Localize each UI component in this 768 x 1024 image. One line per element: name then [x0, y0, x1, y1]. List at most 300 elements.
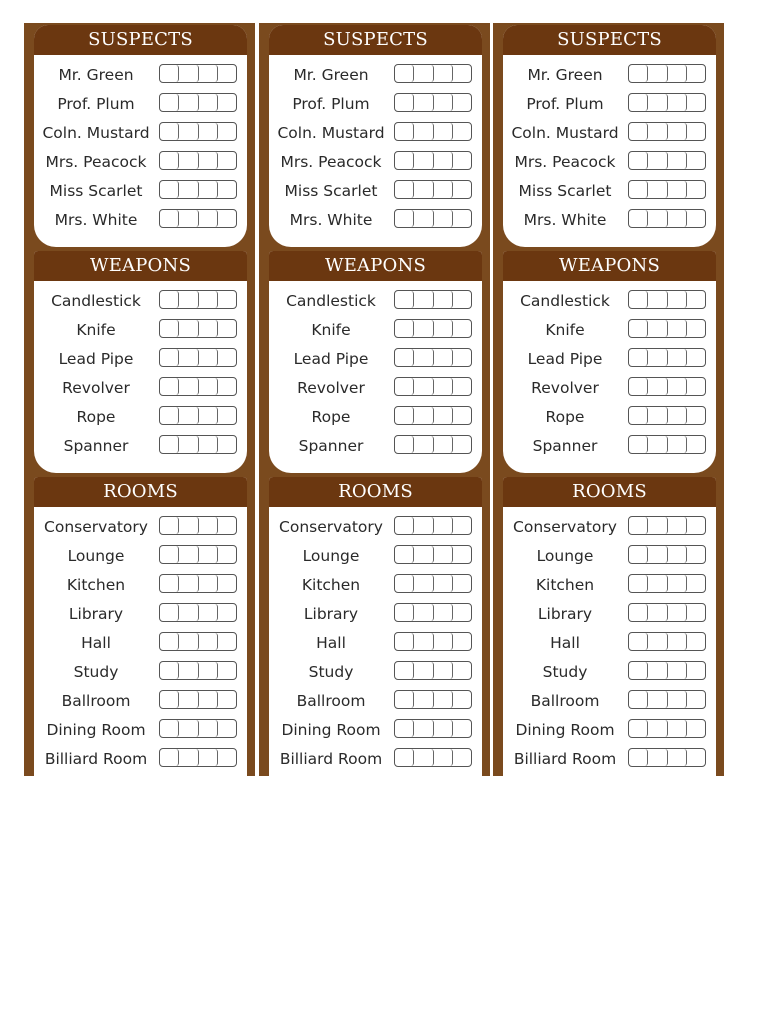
mark-box[interactable] — [160, 436, 179, 453]
mark-box[interactable] — [629, 152, 648, 169]
rooms-item-label: Conservatory — [513, 518, 617, 536]
mark-box[interactable] — [199, 691, 218, 708]
mark-box[interactable] — [199, 65, 218, 82]
mark-box[interactable] — [629, 436, 648, 453]
rooms-row — [34, 660, 247, 684]
mark-box[interactable] — [453, 378, 471, 395]
mark-box[interactable] — [218, 94, 236, 111]
detective-card — [259, 23, 490, 776]
mark-box[interactable] — [668, 210, 687, 227]
mark-box[interactable] — [218, 123, 236, 140]
mark-box[interactable] — [687, 517, 705, 534]
rooms-row — [34, 515, 247, 539]
mark-box[interactable] — [199, 94, 218, 111]
mark-box[interactable] — [395, 575, 414, 592]
mark-box[interactable] — [179, 749, 198, 766]
weapons-item-label: Rope — [311, 408, 351, 426]
mark-box[interactable] — [687, 378, 705, 395]
mark-box[interactable] — [687, 546, 705, 563]
mark-box[interactable] — [648, 436, 667, 453]
mark-box[interactable] — [434, 749, 453, 766]
mark-box[interactable] — [179, 720, 198, 737]
mark-box[interactable] — [648, 291, 667, 308]
mark-box[interactable] — [160, 349, 179, 366]
mark-box[interactable] — [648, 320, 667, 337]
mark-box[interactable] — [668, 633, 687, 650]
mark-box[interactable] — [453, 291, 471, 308]
mark-box[interactable] — [160, 123, 179, 140]
mark-box[interactable] — [218, 633, 236, 650]
mark-box[interactable] — [414, 320, 433, 337]
checkbox-group — [628, 748, 706, 767]
rooms-row — [503, 631, 716, 655]
mark-box[interactable] — [687, 604, 705, 621]
mark-box[interactable] — [629, 604, 648, 621]
mark-box[interactable] — [160, 378, 179, 395]
mark-box[interactable] — [160, 720, 179, 737]
mark-box[interactable] — [668, 320, 687, 337]
rooms-row — [269, 631, 482, 655]
mark-box[interactable] — [395, 378, 414, 395]
mark-box[interactable] — [199, 210, 218, 227]
weapons-row — [269, 434, 482, 458]
mark-box[interactable] — [687, 349, 705, 366]
mark-box[interactable] — [414, 436, 433, 453]
mark-box[interactable] — [160, 633, 179, 650]
mark-box[interactable] — [434, 575, 453, 592]
mark-box[interactable] — [687, 691, 705, 708]
mark-box[interactable] — [414, 749, 433, 766]
mark-box[interactable] — [453, 123, 471, 140]
mark-box[interactable] — [179, 575, 198, 592]
mark-box[interactable] — [199, 291, 218, 308]
mark-box[interactable] — [629, 546, 648, 563]
suspects-row — [503, 92, 716, 116]
mark-box[interactable] — [179, 123, 198, 140]
mark-box[interactable] — [629, 378, 648, 395]
mark-box[interactable] — [179, 65, 198, 82]
mark-box[interactable] — [687, 633, 705, 650]
mark-box[interactable] — [199, 378, 218, 395]
mark-box[interactable] — [395, 517, 414, 534]
mark-box[interactable] — [179, 407, 198, 424]
mark-box[interactable] — [160, 546, 179, 563]
rooms-item-label: Lounge — [67, 547, 125, 565]
mark-box[interactable] — [160, 749, 179, 766]
mark-box[interactable] — [218, 436, 236, 453]
mark-box[interactable] — [668, 604, 687, 621]
mark-box[interactable] — [395, 749, 414, 766]
mark-box[interactable] — [414, 181, 433, 198]
mark-box[interactable] — [668, 517, 687, 534]
mark-box[interactable] — [199, 152, 218, 169]
mark-box[interactable] — [179, 291, 198, 308]
mark-box[interactable] — [160, 604, 179, 621]
mark-box[interactable] — [453, 633, 471, 650]
mark-box[interactable] — [160, 575, 179, 592]
mark-box[interactable] — [434, 123, 453, 140]
mark-box[interactable] — [395, 123, 414, 140]
mark-box[interactable] — [414, 720, 433, 737]
mark-box[interactable] — [453, 407, 471, 424]
mark-box[interactable] — [629, 291, 648, 308]
mark-box[interactable] — [629, 662, 648, 679]
mark-box[interactable] — [668, 546, 687, 563]
mark-box[interactable] — [687, 575, 705, 592]
mark-box[interactable] — [668, 65, 687, 82]
mark-box[interactable] — [434, 210, 453, 227]
mark-box[interactable] — [218, 349, 236, 366]
mark-box[interactable] — [648, 181, 667, 198]
mark-box[interactable] — [648, 378, 667, 395]
mark-box[interactable] — [160, 152, 179, 169]
mark-box[interactable] — [160, 662, 179, 679]
mark-box[interactable] — [687, 181, 705, 198]
mark-box[interactable] — [414, 633, 433, 650]
mark-box[interactable] — [453, 517, 471, 534]
mark-box[interactable] — [199, 181, 218, 198]
mark-box[interactable] — [179, 517, 198, 534]
mark-box[interactable] — [199, 546, 218, 563]
mark-box[interactable] — [218, 320, 236, 337]
checkbox-group — [394, 748, 472, 767]
mark-box[interactable] — [414, 291, 433, 308]
mark-box[interactable] — [629, 517, 648, 534]
mark-box[interactable] — [648, 662, 667, 679]
mark-box[interactable] — [395, 691, 414, 708]
mark-box[interactable] — [179, 152, 198, 169]
mark-box[interactable] — [179, 378, 198, 395]
mark-box[interactable] — [160, 65, 179, 82]
mark-box[interactable] — [434, 662, 453, 679]
mark-box[interactable] — [160, 210, 179, 227]
rooms-item-label: Ballroom — [530, 692, 600, 710]
mark-box[interactable] — [687, 407, 705, 424]
mark-box[interactable] — [434, 152, 453, 169]
mark-box[interactable] — [434, 517, 453, 534]
mark-box[interactable] — [414, 407, 433, 424]
mark-box[interactable] — [629, 691, 648, 708]
rooms-item-label: Conservatory — [44, 518, 148, 536]
mark-box[interactable] — [218, 407, 236, 424]
rooms-row — [34, 718, 247, 742]
mark-box[interactable] — [199, 749, 218, 766]
mark-box[interactable] — [687, 436, 705, 453]
mark-box[interactable] — [629, 65, 648, 82]
mark-box[interactable] — [668, 123, 687, 140]
mark-box[interactable] — [395, 407, 414, 424]
mark-box[interactable] — [434, 320, 453, 337]
mark-box[interactable] — [395, 320, 414, 337]
mark-box[interactable] — [629, 575, 648, 592]
mark-box[interactable] — [218, 378, 236, 395]
checkbox-group — [628, 435, 706, 454]
mark-box[interactable] — [414, 517, 433, 534]
mark-box[interactable] — [199, 720, 218, 737]
mark-box[interactable] — [414, 604, 433, 621]
mark-box[interactable] — [629, 123, 648, 140]
mark-box[interactable] — [453, 749, 471, 766]
mark-box[interactable] — [199, 123, 218, 140]
mark-box[interactable] — [687, 749, 705, 766]
mark-box[interactable] — [648, 94, 667, 111]
rooms-row — [503, 689, 716, 713]
mark-box[interactable] — [629, 94, 648, 111]
mark-box[interactable] — [668, 575, 687, 592]
mark-box[interactable] — [395, 152, 414, 169]
mark-box[interactable] — [179, 436, 198, 453]
mark-box[interactable] — [160, 291, 179, 308]
rooms-item-label: Hall — [550, 634, 580, 652]
suspects-item-label: Miss Scarlet — [49, 182, 143, 200]
suspects-header: SUSPECTS — [503, 25, 716, 55]
mark-box[interactable] — [648, 749, 667, 766]
checkbox-group — [394, 64, 472, 83]
mark-box[interactable] — [199, 436, 218, 453]
mark-box[interactable] — [395, 546, 414, 563]
weapons-item-label: Candlestick — [520, 292, 610, 310]
mark-box[interactable] — [414, 662, 433, 679]
mark-box[interactable] — [629, 320, 648, 337]
mark-box[interactable] — [648, 65, 667, 82]
mark-box[interactable] — [414, 210, 433, 227]
mark-box[interactable] — [434, 436, 453, 453]
mark-box[interactable] — [434, 378, 453, 395]
mark-box[interactable] — [687, 94, 705, 111]
suspects-section — [34, 25, 247, 247]
rooms-section — [503, 477, 716, 776]
mark-box[interactable] — [434, 546, 453, 563]
checkbox-group — [159, 748, 237, 767]
rooms-item-label: Library — [303, 605, 359, 623]
rooms-item-label: Kitchen — [301, 576, 361, 594]
mark-box[interactable] — [687, 720, 705, 737]
mark-box[interactable] — [179, 633, 198, 650]
mark-box[interactable] — [434, 633, 453, 650]
mark-box[interactable] — [453, 546, 471, 563]
mark-box[interactable] — [414, 123, 433, 140]
mark-box[interactable] — [395, 604, 414, 621]
mark-box[interactable] — [668, 436, 687, 453]
mark-box[interactable] — [434, 349, 453, 366]
mark-box[interactable] — [218, 604, 236, 621]
mark-box[interactable] — [179, 349, 198, 366]
mark-box[interactable] — [414, 349, 433, 366]
mark-box[interactable] — [629, 181, 648, 198]
mark-box[interactable] — [453, 720, 471, 737]
weapons-row — [34, 347, 247, 371]
mark-box[interactable] — [395, 436, 414, 453]
mark-box[interactable] — [179, 546, 198, 563]
rooms-item-label: Study — [308, 663, 354, 681]
mark-box[interactable] — [218, 65, 236, 82]
weapons-row — [269, 376, 482, 400]
mark-box[interactable] — [453, 575, 471, 592]
mark-box[interactable] — [453, 662, 471, 679]
mark-box[interactable] — [395, 633, 414, 650]
mark-box[interactable] — [648, 691, 667, 708]
mark-box[interactable] — [668, 720, 687, 737]
mark-box[interactable] — [395, 349, 414, 366]
mark-box[interactable] — [434, 94, 453, 111]
mark-box[interactable] — [395, 94, 414, 111]
mark-box[interactable] — [199, 604, 218, 621]
mark-box[interactable] — [629, 749, 648, 766]
mark-box[interactable] — [160, 691, 179, 708]
mark-box[interactable] — [179, 604, 198, 621]
checkbox-group — [159, 180, 237, 199]
checkbox-group — [628, 574, 706, 593]
mark-box[interactable] — [648, 407, 667, 424]
mark-box[interactable] — [668, 691, 687, 708]
mark-box[interactable] — [668, 378, 687, 395]
mark-box[interactable] — [395, 65, 414, 82]
mark-box[interactable] — [218, 546, 236, 563]
mark-box[interactable] — [434, 291, 453, 308]
weapons-item-label: Spanner — [298, 437, 364, 455]
mark-box[interactable] — [414, 65, 433, 82]
mark-box[interactable] — [668, 749, 687, 766]
mark-box[interactable] — [648, 517, 667, 534]
mark-box[interactable] — [395, 720, 414, 737]
suspects-item-label: Mrs. White — [523, 211, 607, 229]
checkbox-group — [394, 209, 472, 228]
suspects-header: SUSPECTS — [269, 25, 482, 55]
mark-box[interactable] — [199, 662, 218, 679]
mark-box[interactable] — [629, 720, 648, 737]
mark-box[interactable] — [687, 152, 705, 169]
mark-box[interactable] — [453, 152, 471, 169]
mark-box[interactable] — [414, 575, 433, 592]
mark-box[interactable] — [687, 123, 705, 140]
mark-box[interactable] — [218, 517, 236, 534]
mark-box[interactable] — [218, 662, 236, 679]
suspects-row — [269, 121, 482, 145]
mark-box[interactable] — [160, 517, 179, 534]
mark-box[interactable] — [218, 181, 236, 198]
weapons-row — [34, 318, 247, 342]
checkbox-group — [159, 151, 237, 170]
mark-box[interactable] — [395, 210, 414, 227]
mark-box[interactable] — [629, 210, 648, 227]
mark-box[interactable] — [218, 210, 236, 227]
mark-box[interactable] — [434, 604, 453, 621]
mark-box[interactable] — [160, 320, 179, 337]
mark-box[interactable] — [434, 691, 453, 708]
rooms-row — [34, 544, 247, 568]
mark-box[interactable] — [414, 94, 433, 111]
mark-box[interactable] — [434, 65, 453, 82]
mark-box[interactable] — [648, 152, 667, 169]
mark-box[interactable] — [395, 181, 414, 198]
mark-box[interactable] — [395, 662, 414, 679]
mark-box[interactable] — [648, 349, 667, 366]
mark-box[interactable] — [179, 181, 198, 198]
mark-box[interactable] — [453, 210, 471, 227]
mark-box[interactable] — [199, 407, 218, 424]
mark-box[interactable] — [687, 65, 705, 82]
mark-box[interactable] — [453, 349, 471, 366]
mark-box[interactable] — [453, 320, 471, 337]
mark-box[interactable] — [687, 210, 705, 227]
mark-box[interactable] — [414, 152, 433, 169]
mark-box[interactable] — [160, 94, 179, 111]
mark-box[interactable] — [648, 604, 667, 621]
mark-box[interactable] — [179, 662, 198, 679]
mark-box[interactable] — [179, 691, 198, 708]
mark-box[interactable] — [218, 691, 236, 708]
suspects-row — [269, 179, 482, 203]
mark-box[interactable] — [434, 720, 453, 737]
mark-box[interactable] — [453, 436, 471, 453]
mark-box[interactable] — [648, 546, 667, 563]
mark-box[interactable] — [668, 181, 687, 198]
mark-box[interactable] — [199, 320, 218, 337]
mark-box[interactable] — [434, 181, 453, 198]
suspects-row — [34, 179, 247, 203]
mark-box[interactable] — [668, 152, 687, 169]
mark-box[interactable] — [218, 291, 236, 308]
mark-box[interactable] — [453, 94, 471, 111]
mark-box[interactable] — [453, 604, 471, 621]
mark-box[interactable] — [648, 720, 667, 737]
mark-box[interactable] — [687, 662, 705, 679]
mark-box[interactable] — [668, 662, 687, 679]
mark-box[interactable] — [199, 349, 218, 366]
mark-box[interactable] — [160, 407, 179, 424]
clue-sheet-area — [24, 23, 723, 776]
suspects-item-label: Coln. Mustard — [42, 124, 150, 142]
mark-box[interactable] — [179, 320, 198, 337]
mark-box[interactable] — [648, 123, 667, 140]
checkbox-group — [394, 93, 472, 112]
mark-box[interactable] — [668, 349, 687, 366]
mark-box[interactable] — [414, 691, 433, 708]
mark-box[interactable] — [179, 210, 198, 227]
mark-box[interactable] — [668, 94, 687, 111]
mark-box[interactable] — [218, 720, 236, 737]
mark-box[interactable] — [218, 152, 236, 169]
mark-box[interactable] — [199, 633, 218, 650]
mark-box[interactable] — [668, 291, 687, 308]
mark-box[interactable] — [648, 210, 667, 227]
mark-box[interactable] — [218, 575, 236, 592]
mark-box[interactable] — [687, 291, 705, 308]
mark-box[interactable] — [414, 378, 433, 395]
mark-box[interactable] — [453, 691, 471, 708]
mark-box[interactable] — [395, 291, 414, 308]
mark-box[interactable] — [199, 575, 218, 592]
mark-box[interactable] — [629, 633, 648, 650]
mark-box[interactable] — [179, 94, 198, 111]
mark-box[interactable] — [218, 749, 236, 766]
checkbox-group — [628, 122, 706, 141]
suspects-row — [269, 208, 482, 232]
mark-box[interactable] — [414, 546, 433, 563]
rooms-row — [503, 544, 716, 568]
mark-box[interactable] — [629, 349, 648, 366]
mark-box[interactable] — [668, 407, 687, 424]
mark-box[interactable] — [160, 181, 179, 198]
mark-box[interactable] — [687, 320, 705, 337]
mark-box[interactable] — [648, 633, 667, 650]
mark-box[interactable] — [453, 181, 471, 198]
mark-box[interactable] — [434, 407, 453, 424]
mark-box[interactable] — [648, 575, 667, 592]
mark-box[interactable] — [629, 407, 648, 424]
mark-box[interactable] — [199, 517, 218, 534]
mark-box[interactable] — [453, 65, 471, 82]
